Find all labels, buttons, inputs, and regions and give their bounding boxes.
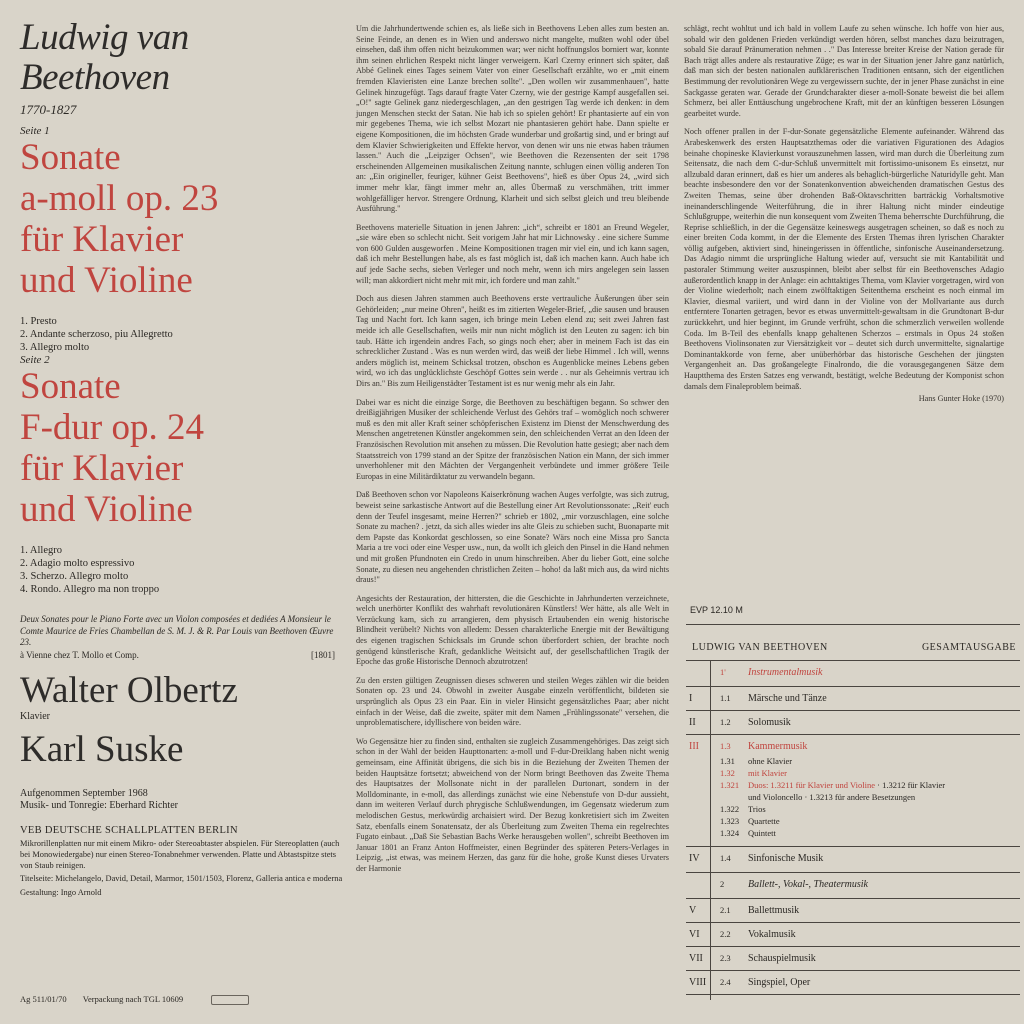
table-row — [686, 734, 1020, 759]
table-header-right: GESAMTAUSGABE — [921, 642, 1016, 653]
row-roman-numeral: VI — [689, 929, 700, 940]
essay-paragraph: Wo Gegensätze hier zu finden sind, enthalten sie zugleich Zusammengehöriges. Das zeigt sich schon in der Wahl der beiden Haupttonarten: a-moll und F-dur-Dreiklang haben nicht wenig gemeinsam, eine Affinität übrigens, die sich bis in die Beziehung der Zweiten Themen der beiden Hauptsätze fortsetzt; abweichend von der Norm bringt Beethoven das Zweite Thema des Hauptsatzes der Mollsonate nicht in der parallelen Durtonart, sondern in der Molldominante, in e-moll, das allerdings zunächst wie eine Nebenstufe von D-dur aussieht, dann im weiteren Verlauf durch phrygische Schlußwendungen, im Gegensatz wiederum zum melodischen Gestus, merkwürdig archaisiert wird. Der Bezug konkretisiert sich im Zweiten Satz, ebenfalls einem Sonatensatz, der als Überleitung zum Zweiten Thema ein regelrechtes Fugato einbaut. „Daß Sie Sebastian Bachs Werke herausgeben wollen", schreibt Beethoven im Januar 1801 an Franz Anton Hoffmeister, einen Begründer des späteren Peters-Verlages in Leipzig, „ist etwas, was meinem Herzen, das ganz für die hohe, große Kunst dieses Urvaters der Harmonie — [356, 736, 669, 873]
catalog-number: Ag 511/01/70 — [20, 994, 67, 1004]
row-roman-numeral: VIII — [689, 977, 707, 988]
row-title: Sinfonische Musik — [748, 853, 824, 864]
subentry-number: 1.31 — [720, 756, 735, 766]
table-row — [686, 660, 1020, 685]
row-number: 1.4 — [720, 853, 731, 863]
side1-title-line: Sonate — [20, 137, 121, 178]
side2-label: Seite 2 — [20, 354, 50, 366]
row-title: Instrumentalmusik — [748, 667, 823, 678]
subentry-number: 1.324 — [720, 828, 740, 838]
row-title: Ballett-, Vokal-, Theatermusik — [748, 879, 868, 890]
side2-title-line: und Violine — [20, 489, 193, 530]
label-note: Titelseite: Michelangelo, David, Detail, Marmor, 1501/1503, Florenz, Galleria antica e moderna — [20, 874, 343, 884]
label-name: VEB DEUTSCHE SCHALLPLATTEN BERLIN — [20, 824, 238, 836]
table-row — [686, 686, 1020, 711]
side1-title-line: a-moll op. 23 — [20, 178, 219, 219]
subentry-number: 1.322 — [720, 804, 740, 814]
row-number: 2 — [720, 879, 725, 889]
row-number: 1.1 — [720, 693, 731, 703]
row-roman-numeral: III — [689, 741, 699, 752]
first-edition-publisher — [20, 649, 345, 662]
side1-title-line: und Violine — [20, 260, 193, 301]
row-title: Singspiel, Oper — [748, 977, 811, 988]
table-row — [686, 946, 1020, 971]
movement-item: 3. Allegro molto — [20, 342, 90, 353]
catalog-line — [20, 993, 350, 1006]
side2-title — [20, 366, 345, 530]
subentry-title — [748, 804, 766, 814]
essay-paragraph: Noch offener prallen in der F-dur-Sonate gegensätzliche Elemente aufeinander. Während das Arabeskenwerk des ersten Hauptsatzthemas oder die variativen Figurationen des Adagios beinahe chopineske Klavierkunst vorauszunehmen lassen, wird man durch die Überleitung zum Seitensatz, die nach dem C-dur-Schluß unvermittelt mit fortissimo-unisonem Es einsetzt, nur allzubald daran erinnert, daß es hier um anderes als behaglich-bürgerliche Naturidylle geht. Man beachte insbesondere den vor der Sonatenkonvention abweichenden dramatischen Gestus des Zweiten Themas, seine über drohenden Baß-Oktavschritten barträckig Vorhaltsmotive ineinanderschlingende Weiterführung, die in ihrer Haltung nicht minder eindeutige Schlußgruppe, weiterhin die nun konsequent vom Zweiten Thema beherrschte Durchführung, die Reprise schließlich, in der die Gegensätze keineswegs ausgetragen scheinen, so daß es noch zu einer breiten Coda kommt, in der die Elemente des Ersten Themas ihren lyrischen Charakter völlig aufgeben, aktiviert sind, hineingerissen in öffentliche, sinfonische Auseinandersetzung. Das Adagio nimmt die ursprüngliche Haltung wieder auf, versucht sie mit Kantabilität und pastoraler Stimmung weiter auszuspinnen, bleibt aber selbst für ein Beethovensches Adagio außerordentlich knapp in der Anlage: ein achttaktiges Thema, vom Klavier vorgetragen, wird von der Violine wiederholt; nach einem zwölftaktigen Seitenthema erscheint es noch einmal im Klavier, diesmal variiert, und wird dann in der Violine von der Mollvariante aus durch entferntere Tonarten getragen, bevor es etwas unvermittelt-gewaltsam in die Grundtonart B-dur zurückkehrt, und hier beginnt, im Grunde verfrüht, schon die schmerzlich verweilen wollende Coda. Im B-Teil des ebenfalls knapp gehaltenen Scherzos – erstmals in Opus 24 stoßen Beethovens Violinsonaten zur Viersätzigkeit vor – deutet sich durch unvermittelte, signalartige Dominantakkorde von ferne, aber unüberhörbar das historische Geschehen der jüngsten Vergangenheit an. Das großangelegte Finalrondo, die die vorausgegangenen Sätze dem Hauptthema des Ersten Satzes eng verwandt, bestätigt, welche Bedeutung der Komponist schon damals dem Finaleproblem beimaß. — [684, 127, 1004, 391]
essay-column-2 — [684, 24, 1004, 405]
edition-year: [1801] — [311, 649, 335, 660]
row-number: 2.2 — [720, 929, 731, 939]
subentry-extra-text: · 1.3212 für Klavier — [874, 780, 946, 790]
subentry-title — [748, 792, 915, 802]
row-number: 1' — [720, 667, 726, 677]
table-row — [686, 970, 1020, 995]
table-row — [686, 710, 1020, 735]
row-title: Schauspielmusik — [748, 953, 816, 964]
essay-paragraph: Zu den ersten gültigen Zeugnissen dieses schweren und steilen Weges zählen wir die beiden Sonaten op. 23 und 24. Obwohl in zweiter Ausgabe einzeln veröffentlicht, bildeten sie ursprünglich als Opus 23 ein Paar. Ein in vieler Hinsicht gegensätzliches Paar; aber nicht einfach in der Weise, daß die zweite, später mit dem Namen „Frühlingssonate" versehen, die unproblematischere, idyllischere von beiden wäre. — [356, 675, 669, 728]
table-rule — [686, 624, 1020, 625]
table-row — [686, 872, 1020, 897]
essay-column-1 — [356, 24, 669, 883]
essay-paragraph: Daß Beethoven schon vor Napoleons Kaiserkrönung wachen Auges verfolgte, was sich zutrug, beweist seine sarkastische Antwort auf die Bestellung einer Art Revolutionssonate: „Reit' euch denn der Teufel insgesamt, meine Herren?" schrieb er 1802, „mir vorzuschlagen, eine solche Sonate zu machen? . jetzt, da sich alles wieder ins alte Gleis zu schieben sucht, Buonaparte mit dem Papste das Konkordat geschlossen, so eine Sonate? Wärs noch eine Missa pro Sancta Maria a tre voci oder eine Vesper usw., nun, da wollt ich gleich den Pinsel in die Hand nehmen und mit großen Pfundnoten ein Credo in unum hinschreiben. Aber du lieber Gott, eine solche Sonate, zu diesen neu angehenden christlichen Zeiten – hoho! da laßt mich aus, da wird nichts draus!" — [356, 490, 669, 585]
table-header-left: LUDWIG VAN BEETHOVEN — [692, 642, 828, 653]
publisher-text: à Vienne chez T. Mollo et Comp. — [20, 649, 139, 660]
side1-label: Seite 1 — [20, 125, 50, 137]
subentry-title-text: und Violoncello · 1.3213 für andere Besetzungen — [748, 792, 916, 802]
row-number: 1.3 — [720, 741, 731, 751]
side1-title-line: für Klavier — [20, 219, 184, 260]
essay-paragraph: Beethovens materielle Situation in jenen Jahren: „ich“, schreibt er 1801 an Freund Wegeler, „sie wäre eben so schlecht nicht. Seit vorigem Jahr hat mir Lichnowsky . eine sichere Summe von 600 Gulden ausgeworfen . Meine Kompositionen tragen mir viel ein, und ich kann sagen, daß ich mehr Bestellungen habe, als es fast möglich ist, daß ich machen kann. Auch habe ich auf jede Sache sechs, sieben Verleger und noch mehr, wenn ich mirs angelegen sein lassen will; man akkordiert nicht mehr mit mir, ich fordere und man zahlt." — [356, 222, 669, 285]
subentry-number: 1.323 — [720, 816, 740, 826]
movement-item: 2. Adagio molto espressivo — [20, 558, 135, 569]
subentry-title-text: Quintett — [748, 828, 776, 838]
row-roman-numeral: II — [689, 717, 696, 728]
row-roman-numeral: IV — [689, 853, 700, 864]
subentry-title-text: Duos: 1.3211 für Klavier und Violine — [748, 780, 875, 790]
side1-movements — [20, 315, 345, 354]
subentry-title — [748, 816, 780, 826]
evp-number: EVP 12.10 M — [690, 605, 743, 615]
row-title: Solomusik — [748, 717, 791, 728]
row-title: Kammermusik — [748, 741, 808, 752]
side1-title — [20, 137, 345, 301]
row-number: 2.4 — [720, 977, 731, 987]
movement-item: 3. Scherzo. Allegro molto — [20, 571, 129, 582]
recording-direction: Musik- und Tonregie: Eberhard Richter — [20, 800, 178, 811]
movement-item: 4. Rondo. Allegro ma non troppo — [20, 584, 160, 595]
side2-title-line: Sonate — [20, 366, 121, 407]
table-row — [686, 922, 1020, 947]
subentry-title — [748, 756, 792, 766]
row-title: Vokalmusik — [748, 929, 796, 940]
essay-paragraph: Dabei war es nicht die einzige Sorge, die Beethoven zu beschäftigen begann. So schwer den dreißigjährigen Musiker der schleichende Verlust des Gehörs traf – womöglich noch schwerer muß es den mit aller Kraft seiner schöpferischen Existenz im Dienst der Menschwerdung des Menschen angetretenen Künstler angekommen sein, den schleichenden Verrat an den Ideen der Französischen Revolution mit ansehen zu müssen. Die Revolution hatte gesiegt; aber nach dem Staatsstreich von 1799 stand an der Spitze der französischen Nation ein Mann, der sich immer unverhohlener mit den Mächten der Vergangenheit verbündete und immer größere Teile Europas in eine Militärdiktatur zu verwandeln begann. — [356, 397, 669, 481]
subentry-title-text: ohne Klavier — [748, 756, 793, 766]
subentry-title-text: Trios — [748, 804, 766, 814]
essay-paragraph: Um die Jahrhundertwende schien es, als ließe sich in Beethovens Leben alles zum besten an. Seine Feinde, an denen es in Wien und anderswo nicht mangelte, mußten wohl oder übel einsehen, daß ihm offen nicht beizukommen war; wer nicht hoffnungslos borniert war, konnte ihm seinen ehrlichen Respekt nicht länger verweigern. Karl Czerny erinnert sich später, daß Abbé Gelinek eines Tages seinem Vater von einer Gesellschaft erzählte, wo er „mit einem fremden Klavieristen eine Lanze brechen sollte". „Den wollen wir zusammenhauen", hatte Gelinek hinzugefügt. Tags darauf fragte Vater Czerny, wie der gestrige Kampf ausgefallen sei. „O!" sagte Gelinek ganz niedergeschlagen, „an den gestrigen Tag werde ich denken: in dem jungen Menschen steckt der Satan. Nie hab ich so spielen gehört! Er phantasierte auf ein von mir gegebenes Thema, wie ich selbst Mozart nie phantasieren gehört habe. Dann spielte er eigene Kompositionen, die im höchsten Grade wunderbar und großartig sind, und er bringt auf dem Klavier Schwierigkeiten und Effekte hervor, von denen wir uns nie etwas haben träumen lassen." Auch die „Leipziger Ochsen", wie Beethoven die Rezensenten der seit 1798 erscheinenden Allgemeinen musikalischen Zeitung nannte, schlugen einen völlig anderen Ton an: „Ein origineller, feuriger, kühner Geist Beethovens", hieß es über Opus 24, „wird sich immer mehr klar, fängt immer mehr an, alles Übermaß zu verschmähen, tritt immer wohlgefälliger hervor. Strengere Ordnung, Klarheit und sich selbst gleich und treu bleibende Ausführung." — [356, 24, 669, 214]
first-edition-text: Deux Sonates pour le Piano Forte avec un Violon composées et dediées A Monsieur le Comte Maurice de Fries Chambellan de S. M. J. & R. Par Louis van Beethoven Œuvre 23. — [20, 614, 334, 647]
performer-name: Walter Olbertz — [20, 670, 238, 711]
essay-paragraph: schlägt, recht wohltut und ich bald in vollem Laufe zu sehen wünsche. Ich hoffe von hier aus, sobald wir den goldenen Frieden verkündigt werden hören, selbst manches dazu beizutragen, sobald Sie darauf Pränumeration nehmen . ." Das Interesse breiter Kreise der Nation gerade für Bach trägt alles andere als restaurative Züge; es war in der Situation jener Jahre ganz natürlich, daß man sich der besten nationalen aufklärerischen Traditionen entsann, sich der eigentlichen Bestimmung der revolutionären Wege zu vergewissern suchte, der in jener Phase zunächst in eine Sackgasse geraten war. Gerade der Grundcharakter dieser a-moll-Sonate beweist die bei allem Schmerz, bei aller Enttäuschung ungebrochene Kraft, mit der an künftigen besseren Lösungen gearbeitet wurde. — [684, 24, 1004, 118]
side2-title-line: für Klavier — [20, 448, 184, 489]
table-bottom-rule — [686, 994, 1020, 995]
performer-name: Karl Suske — [20, 728, 184, 770]
subentry-number: 1.32 — [720, 768, 735, 778]
subentry-title-text: mit Klavier — [748, 768, 787, 778]
side2-title-line: F-dur op. 24 — [20, 407, 204, 448]
left-column — [20, 18, 345, 899]
recording-date: Aufgenommen September 1968 — [20, 787, 148, 799]
table-row — [686, 898, 1020, 923]
vdp-logo-icon — [211, 995, 249, 1005]
composer-name: Ludwig van Beethoven — [20, 17, 189, 98]
composer-years: 1770-1827 — [20, 102, 77, 117]
row-number: 2.3 — [720, 953, 731, 963]
subentry-title — [748, 780, 945, 790]
subentry-title — [748, 828, 776, 838]
row-roman-numeral: VII — [689, 953, 703, 964]
movement-item: 1. Allegro — [20, 545, 62, 556]
row-title: Ballettmusik — [748, 905, 800, 916]
row-roman-numeral: V — [689, 905, 697, 916]
movement-item: 1. Presto — [20, 316, 57, 327]
row-number: 1.2 — [720, 717, 731, 727]
essay-paragraph: Angesichts der Restauration, der hittersten, die die Geschichte in Jahrhunderten verzeichnete, welch unerhörter Konflikt des wahrhaft revolutionären Künstlers! Wer hätte, als alle Welt in Verzückung kam, sich zu arrangieren, dem physisch Ertaubenden ein wenig historische Blindheit verübelt? Nichts von alledem: Dessen charakterliche Energie mit der Bewältigung des eigenen tragischen Schicksals im Grunde schon überfordert schien, der brachte noch genügend künstlerische Kraft, gedankliche Weitsicht auf, der gesellschaftlichen Tragik der Epoche das große Historische Dennoch abzutrotzen! — [356, 593, 669, 667]
essay-author: Hans Gunter Hoke (1970) — [918, 394, 1004, 404]
side2-movements — [20, 544, 345, 596]
label-note: Mikrorillenplatten nur mit einem Mikro- oder Stereoabtaster abspielen. Für Stereoplatten (auch bei Monowiedergabe) nur einen Stereo-Tonabnehmer verwenden. Platte und Abtastspitze stets von Staub reinigen. — [20, 839, 340, 870]
row-number: 2.1 — [720, 905, 731, 915]
subentry-title — [748, 768, 787, 778]
row-roman-numeral: I — [689, 693, 693, 704]
performer-role: Klavier — [20, 711, 50, 722]
subentry-title-text: Quartette — [748, 816, 780, 826]
row-title: Märsche und Tänze — [748, 693, 827, 704]
essay-paragraph: Doch aus diesen Jahren stammen auch Beethovens erste vertrauliche Äußerungen über sein Gehörleiden; „nur meine Ohren", heißt es im zitierten Wegeler-Brief, „die sausen und brausen Tag und Nacht fort. Ich kann sagen, ich bringe mein Leben elend zu; seit zwei Jahren fast meide ich alle Gesellschaften, weils mir nun nicht möglich ist den Leuten zu sagen: ich bin taub. Hätte ich irgendein andres Fach, so gings noch eher; aber in meinem Fach ist das ein schrecklicher Zustand . Was es nun werden wird, das weiß der liebe Himmel . Ich will, wenns anders möglich ist, meinem Schicksal trotzen, obschon es Augenblicke meines Lebens geben wird, wo ich das unglücklichste Geschöpf Gottes sein werde . . nur als Geheimnis vertrau ich Dirs an." Bis zum Heiligenstädter Testament ist es nur wenig mehr als ein Jahr. — [356, 294, 669, 388]
table-row — [686, 846, 1020, 871]
gesamtausgabe-table — [686, 624, 1020, 1004]
movement-item: 2. Andante scherzoso, piu Allegretto — [20, 329, 173, 340]
packaging-note: Verpackung nach TGL 10609 — [82, 994, 184, 1004]
subentry-number: 1.321 — [720, 780, 740, 790]
label-note: Gestaltung: Ingo Arnold — [20, 888, 102, 898]
